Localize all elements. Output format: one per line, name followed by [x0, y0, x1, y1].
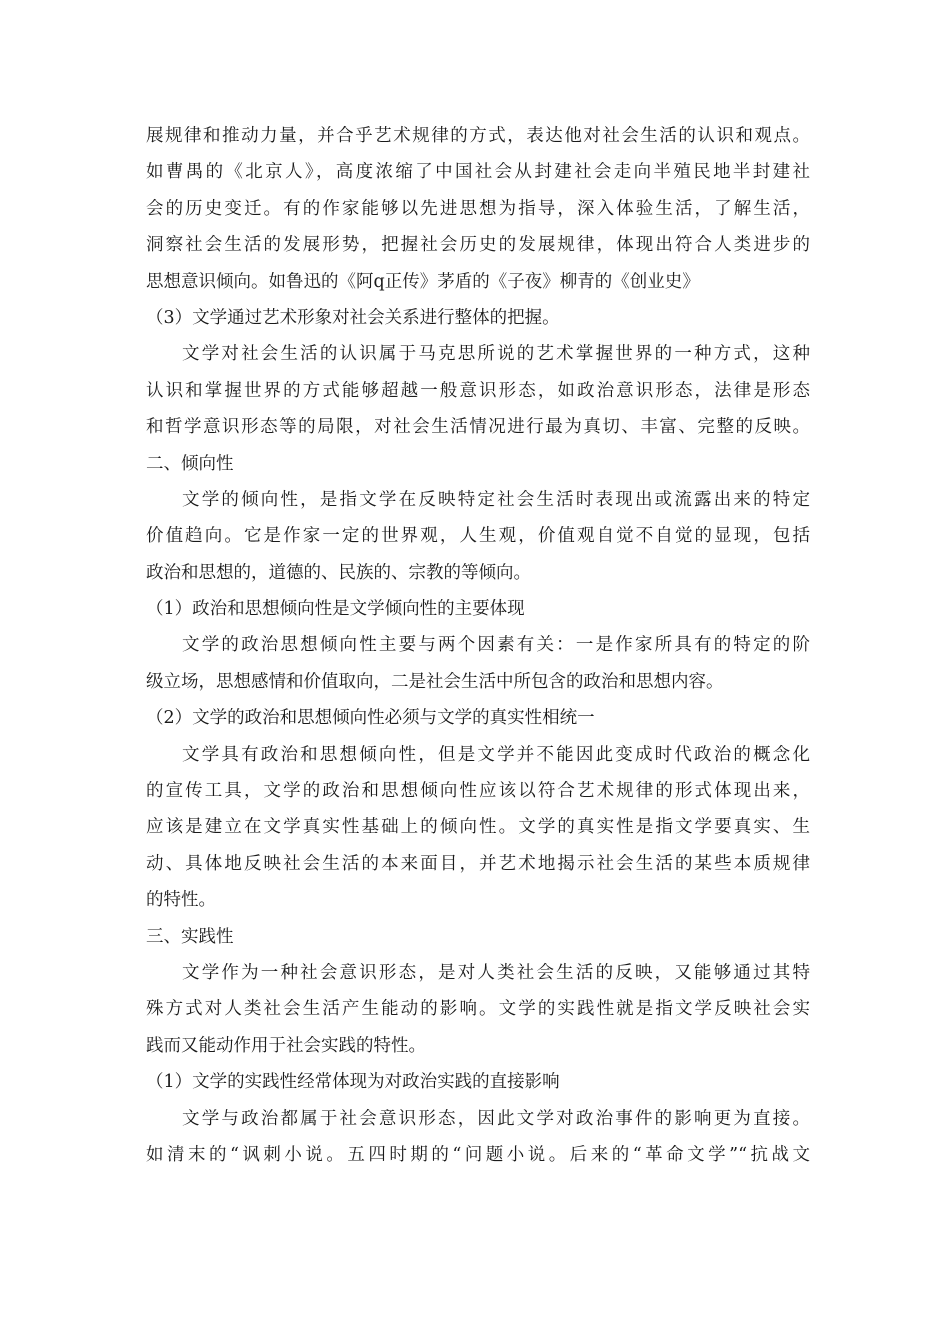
- paragraph-line: 政治和思想的，道德的、民族的、宗教的等倾向。: [146, 562, 531, 583]
- paragraph-line: 文学的政治思想倾向性主要与两个因素有关：一是作家所具有的特定的阶: [182, 635, 810, 656]
- section-heading: 三、实践性: [146, 926, 234, 947]
- subsection-heading: （1）政治和思想倾向性是文学倾向性的主要体现: [146, 599, 525, 620]
- subsection-heading: （1）文学的实践性经常体现为对政治实践的直接影响: [146, 1072, 560, 1093]
- paragraph-line: 文学作为一种社会意识形态，是对人类社会生活的反映，又能够通过其特: [182, 962, 810, 983]
- paragraph-line: 文学的倾向性，是指文学在反映特定社会生活时表现出或流露出来的特定: [182, 489, 810, 510]
- document-body: [146, 118, 810, 1173]
- paragraph-line: 价值趋向。它是作家一定的世界观，人生观，价值观自觉不自觉的显现，包括: [146, 526, 810, 547]
- paragraph-line: 和哲学意识形态等的局限，对社会生活情况进行最为真切、丰富、完整的反映。: [146, 417, 810, 438]
- section-heading: 二、倾向性: [146, 453, 234, 474]
- paragraph-line: 如清末的“讽刺小说。五四时期的“问题小说。后来的“革命文学”“抗战文: [146, 1144, 810, 1165]
- paragraph-line: 践而又能动作用于社会实践的特性。: [146, 1035, 426, 1056]
- paragraph-line: 文学对社会生活的认识属于马克思所说的艺术掌握世界的一种方式，这种: [182, 344, 810, 365]
- paragraph-line: 动、具体地反映社会生活的本来面目，并艺术地揭示社会生活的某些本质规律: [146, 853, 810, 874]
- subsection-heading: （3）文学通过艺术形象对社会关系进行整体的把握。: [146, 307, 560, 328]
- paragraph-line: 的特性。: [146, 890, 216, 911]
- subsection-heading: （2）文学的政治和思想倾向性必须与文学的真实性相统一: [146, 708, 595, 729]
- paragraph-line: 文学与政治都属于社会意识形态，因此文学对政治事件的影响更为直接。: [182, 1108, 810, 1129]
- paragraph-line: 思想意识倾向。如鲁迅的《阿q正传》茅盾的《子夜》柳青的《创业史》: [146, 271, 700, 292]
- paragraph-line: 如曹禺的《北京人》，高度浓缩了中国社会从封建社会走向半殖民地半封建社: [146, 162, 810, 183]
- paragraph-line: 级立场，思想感情和价值取向，二是社会生活中所包含的政治和思想内容。: [146, 671, 724, 692]
- paragraph-line: 应该是建立在文学真实性基础上的倾向性。文学的真实性是指文学要真实、生: [146, 817, 810, 838]
- paragraph-line: 殊方式对人类社会生活产生能动的影响。文学的实践性就是指文学反映社会实: [146, 999, 810, 1020]
- paragraph-line: 文学具有政治和思想倾向性，但是文学并不能因此变成时代政治的概念化: [182, 744, 810, 765]
- paragraph-line: 会的历史变迁。有的作家能够以先进思想为指导，深入体验生活，了解生活，: [146, 198, 810, 219]
- paragraph-line: 展规律和推动力量，并合乎艺术规律的方式，表达他对社会生活的认识和观点。: [146, 126, 810, 146]
- paragraph-line: 认识和掌握世界的方式能够超越一般意识形态，如政治意识形态，法律是形态: [146, 380, 810, 401]
- paragraph-line: 的宣传工具，文学的政治和思想倾向性应该以符合艺术规律的形式体现出来，: [146, 781, 810, 802]
- paragraph-line: 洞察社会生活的发展形势，把握社会历史的发展规律，体现出符合人类进步的: [146, 235, 810, 256]
